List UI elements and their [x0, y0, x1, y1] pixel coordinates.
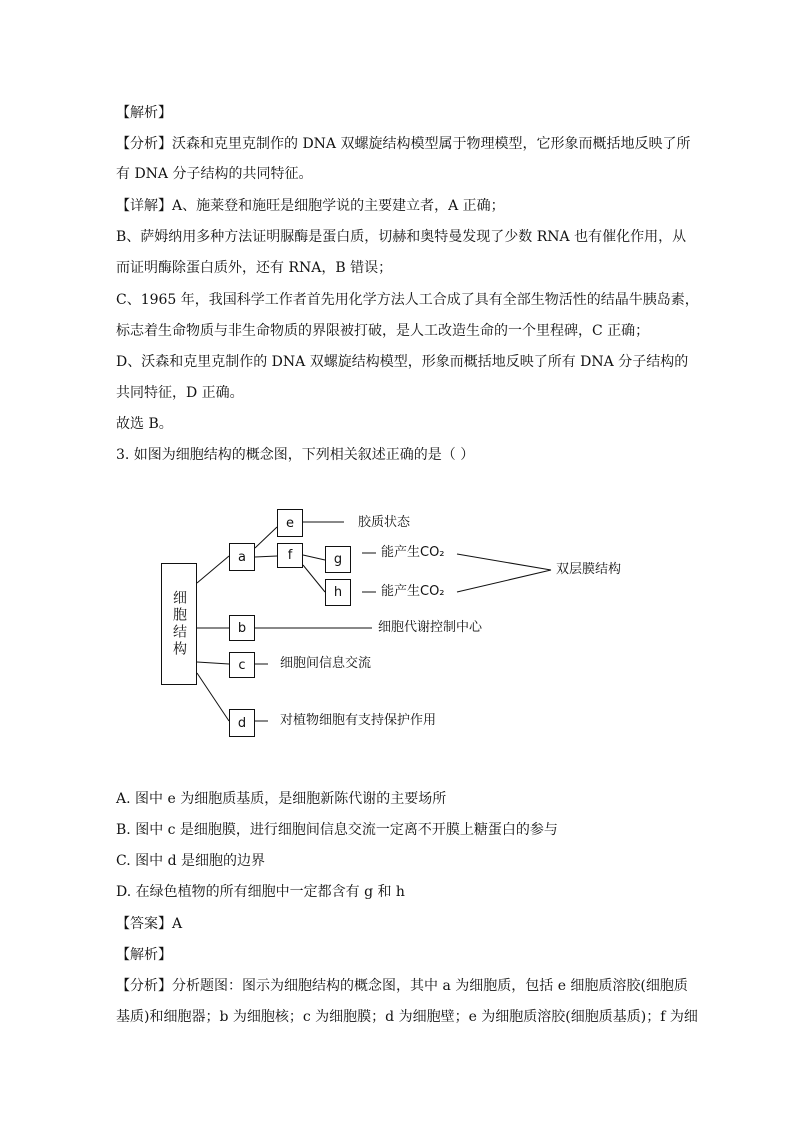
node-h: h [325, 579, 351, 606]
label-e: 胶质状态 [358, 515, 411, 530]
label-c: 细胞间信息交流 [280, 656, 372, 671]
detail-line-c-cont: 标志着生命物质与非生命物质的界限被打破，是人工改造生命的一个里程碑，C 正确； [116, 323, 650, 339]
detail-line-b-cont: 而证明酶除蛋白质外，还有 RNA，B 错误； [116, 260, 393, 276]
heading-analysis-2: 【解析】 [116, 947, 172, 963]
question-3-stem: 3. 如图为细胞结构的概念图，下列相关叙述正确的是（ ） [116, 447, 475, 463]
analysis-paragraph-1: 【分析】沃森和克里克制作的 DNA 双螺旋结构模型属于物理模型，它形象而概括地反映了所 [116, 136, 691, 152]
detail-line-d-cont: 共同特征，D 正确。 [116, 385, 244, 401]
detail-line-b: B、萨姆纳用多种方法证明脲酶是蛋白质，切赫和奥特曼发现了少数 RNA 也有催化作用，从 [116, 229, 687, 245]
detail-line-a: 【详解】A、施莱登和施旺是细胞学说的主要建立者，A 正确； [116, 198, 505, 214]
answer-line: 【答案】A [116, 916, 183, 932]
label-d: 对植物细胞有支持保护作用 [280, 713, 437, 728]
option-b: B. 图中 c 是细胞膜，进行细胞间信息交流一定离不开膜上糖蛋白的参与 [116, 822, 558, 838]
cell-structure-concept-map [150, 498, 670, 748]
label-h: 能产生CO₂ [381, 584, 445, 599]
option-c: C. 图中 d 是细胞的边界 [116, 853, 265, 869]
node-d: d [229, 709, 255, 737]
label-g: 能产生CO₂ [381, 545, 445, 560]
label-double-membrane: 双层膜结构 [556, 562, 622, 577]
option-a: A. 图中 e 为细胞质基质，是细胞新陈代谢的主要场所 [116, 791, 447, 807]
node-b: b [229, 615, 255, 641]
heading-analysis-1: 【解析】 [116, 105, 172, 121]
node-g: g [325, 546, 351, 573]
node-e: e [277, 509, 303, 537]
root-node: 细胞结构 [161, 563, 197, 685]
detail-line-c: C、1965 年，我国科学工作者首先用化学方法人工合成了具有全部生物活性的结晶牛胰岛素， [116, 292, 699, 308]
detail-line-d: D、沃森和克里克制作的 DNA 双螺旋结构模型，形象而概括地反映了所有 DNA 分子结构的 [116, 354, 689, 370]
node-f: f [277, 543, 303, 568]
analysis-paragraph-2-cont: 基质)和细胞器；b 为细胞核；c 为细胞膜；d 为细胞壁；e 为细胞质溶胶(细胞质基质)；f 为细 [116, 1009, 698, 1025]
node-a: a [229, 543, 255, 571]
analysis-paragraph-2: 【分析】分析题图：图示为细胞结构的概念图，其中 a 为细胞质，包括 e 细胞质溶胶(细胞质 [116, 978, 688, 994]
node-c: c [229, 652, 255, 678]
analysis-paragraph-1-cont: 有 DNA 分子结构的共同特征。 [116, 166, 313, 182]
choice-line: 故选 B。 [116, 416, 173, 432]
option-d: D. 在绿色植物的所有细胞中一定都含有 g 和 h [116, 884, 405, 900]
label-b: 细胞代谢控制中心 [378, 620, 483, 635]
